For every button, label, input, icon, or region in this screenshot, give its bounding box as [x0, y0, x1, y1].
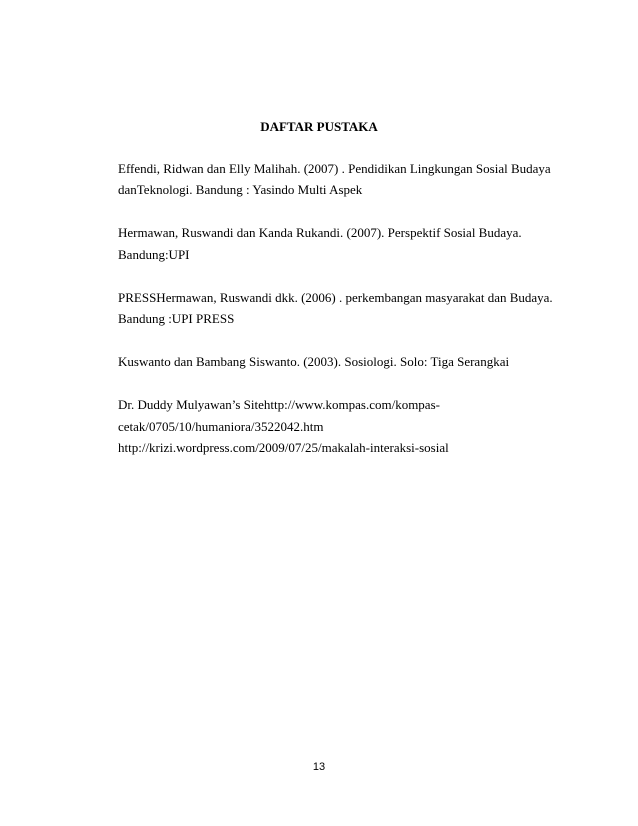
- reference-entry-5-line-2: cetak/0705/10/humaniora/3522042.htm: [118, 419, 324, 434]
- reference-entry-4-line-1: Kuswanto dan Bambang Siswanto. (2003). Sosiologi. Solo: Tiga Serangkai: [118, 354, 510, 369]
- reference-entry-5-line-1: Dr. Duddy Mulyawan’s Sitehttp://www.kompas.com/kompas-: [118, 397, 440, 412]
- reference-entry-3-line-1: PRESSHermawan, Ruswandi dkk. (2006) . perkembangan masyarakat dan Budaya.: [118, 290, 553, 305]
- reference-entry-1-line-2: danTeknologi. Bandung : Yasindo Multi Aspek: [118, 182, 363, 197]
- reference-entry-1-line-1: Effendi, Ridwan dan Elly Malihah. (2007) . Pendidikan Lingkungan Sosial Budaya: [118, 161, 551, 176]
- reference-entry-5-line-3: http://krizi.wordpress.com/2009/07/25/makalah-interaksi-sosial: [118, 440, 449, 455]
- reference-entry-2-line-2: Bandung:UPI: [118, 247, 190, 262]
- page-number: 13: [312, 761, 326, 773]
- reference-entry-2-line-1: Hermawan, Ruswandi dan Kanda Rukandi. (2007). Perspektif Sosial Budaya.: [118, 225, 522, 240]
- reference-entry-3-line-2: Bandung :UPI PRESS: [118, 311, 235, 326]
- page-title: DAFTAR PUSTAKA: [260, 119, 378, 134]
